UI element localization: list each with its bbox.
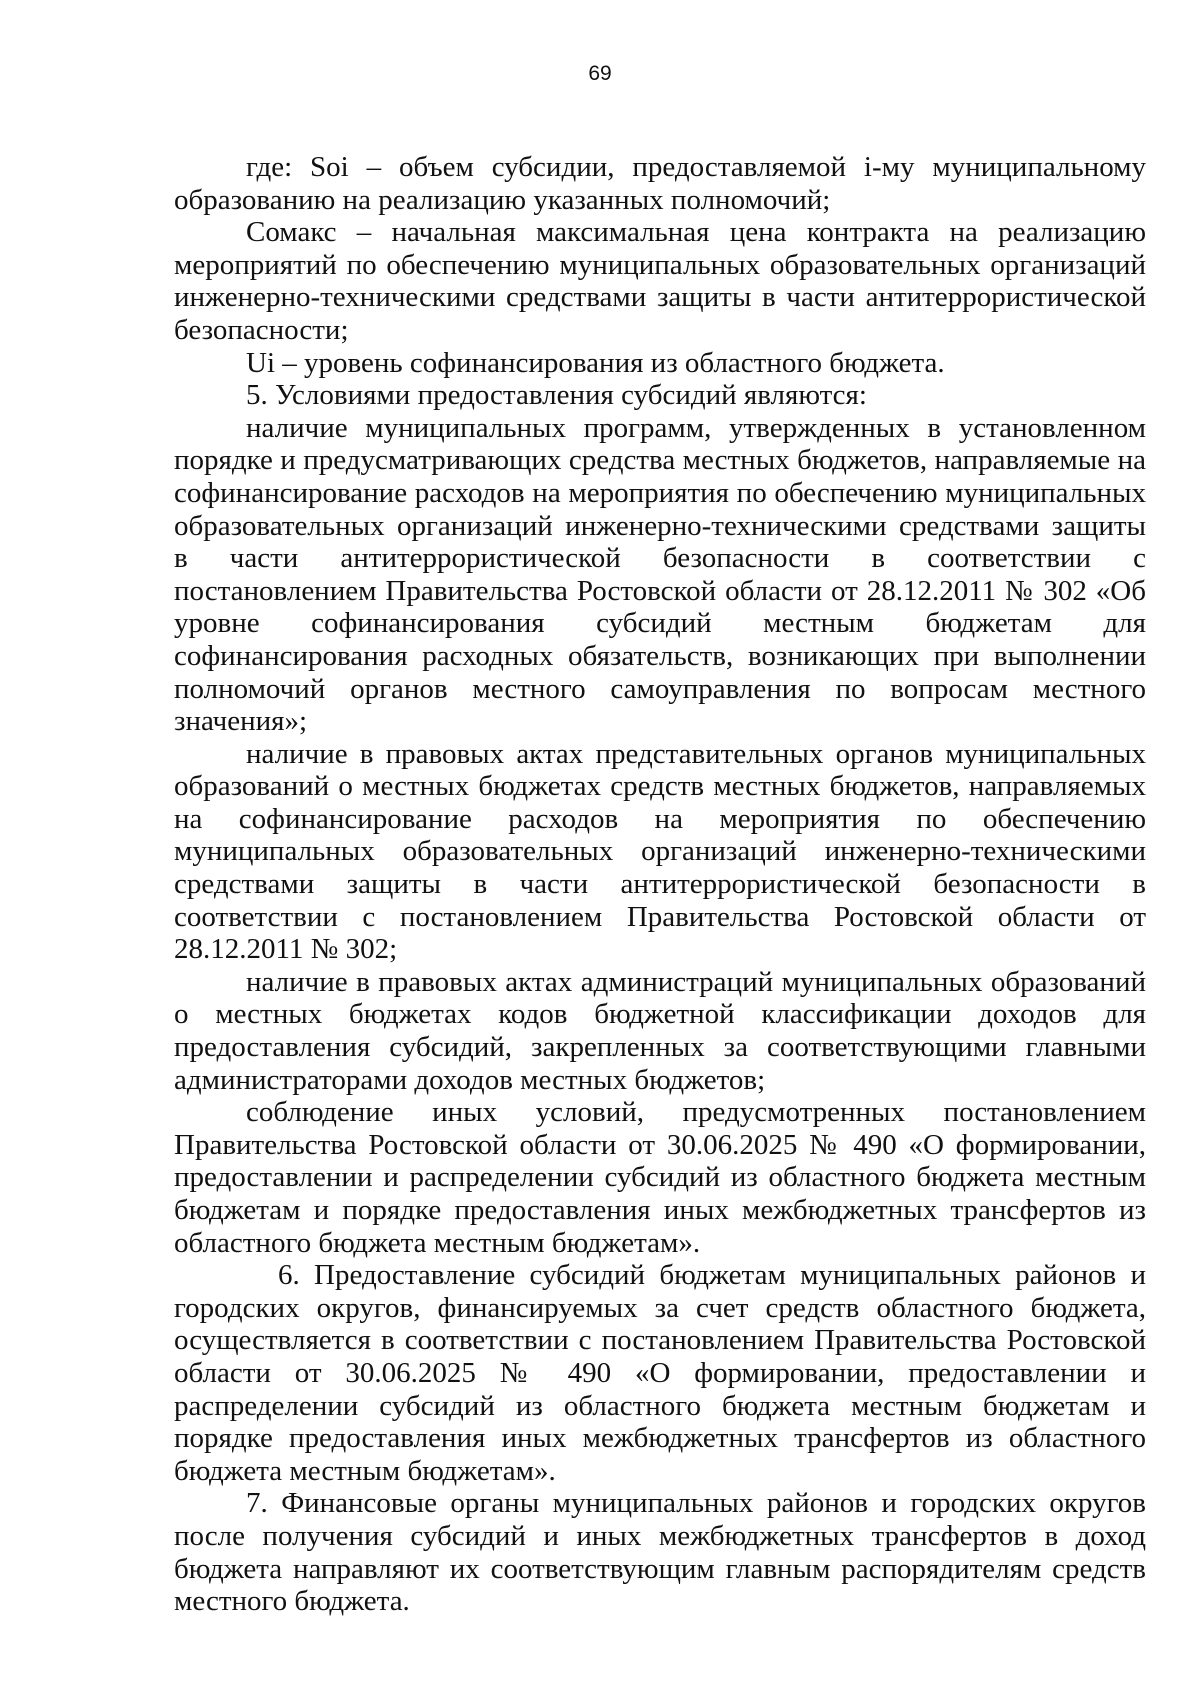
paragraph-soi-definition: где: Soi – объем субсидии, предоставляемой i-му муниципальному образованию на реализацию указанных полномочий; [174,151,1146,216]
paragraph-section-5-heading: 5. Условиями предоставления субсидий являются: [246,379,867,412]
paragraph-somax-definition: Сомакс – начальная максимальная цена контракта на реализацию мероприятий по обеспечению муниципальных образовательных организаций инженерно-техническими средствами защиты в части антитеррористической безопасности; [174,216,1146,346]
paragraph-condition-administration-acts: наличие в правовых актах администраций муниципальных образований о местных бюджетах кодов бюджетной классификации доходов для предоставления субсидий, закрепленных за соответствующими главными администраторами доходов местных бюджетов; [174,965,1146,1096]
document-body [174,151,1146,1618]
page-number: 69 [588,62,612,85]
paragraph-ui-definition: Ui – уровень софинансирования из областного бюджета. [246,346,945,379]
paragraph-condition-other: соблюдение иных условий, предусмотренных постановлением Правительства Ростовской области от 30.06.2025 № 490 «О формировании, предоставлении и распределении субсидий из областного бюджета местным бюджетам и порядке предоставления иных межбюджетных трансфертов из областного бюджета местным бюджетам». [174,1096,1146,1259]
paragraph-section-6: 6. Предоставление субсидий бюджетам муниципальных районов и городских округов, финансируемых за счет средств областного бюджета, осуществляется в соответствии с постановлением Правительства Ростовской области от 30.06.2025 № 490 «О формировании, предоставлении и распределении субсидий из областного бюджета местным бюджетам и порядке предоставления иных межбюджетных трансфертов из областного бюджета местным бюджетам». [174,1259,1146,1487]
paragraph-section-7: 7. Финансовые органы муниципальных районов и городских округов после получения субсидий и иных межбюджетных трансфертов в доход бюджета направляют их соответствующим главным распорядителям средств местного бюджета. [174,1487,1146,1618]
paragraph-condition-representative-acts: наличие в правовых актах представительных органов муниципальных образований о местных бюджетах средств местных бюджетов, направляемых на софинансирование расходов на мероприятия по обеспечению муниципальных образовательных организаций инженерно-техническими средствами защиты в части антитеррористической безопасности в соответствии с постановлением Правительства Ростовской области от 28.12.2011 № 302; [174,737,1146,966]
paragraph-condition-programs: наличие муниципальных программ, утвержденных в установленном порядке и предусматривающих средства местных бюджетов, направляемые на софинансирование расходов на мероприятия по обеспечению муниципальных образовательных организаций инженерно-техническими средствами защиты в части антитеррористической безопасности в соответствии с постановлением Правительства Ростовской области от 28.12.2011 № 302 «Об уровне софинансирования субсидий местным бюджетам для софинансирования расходных обязательств, возникающих при выполнении полномочий органов местного самоуправления по вопросам местного значения»; [174,411,1146,738]
